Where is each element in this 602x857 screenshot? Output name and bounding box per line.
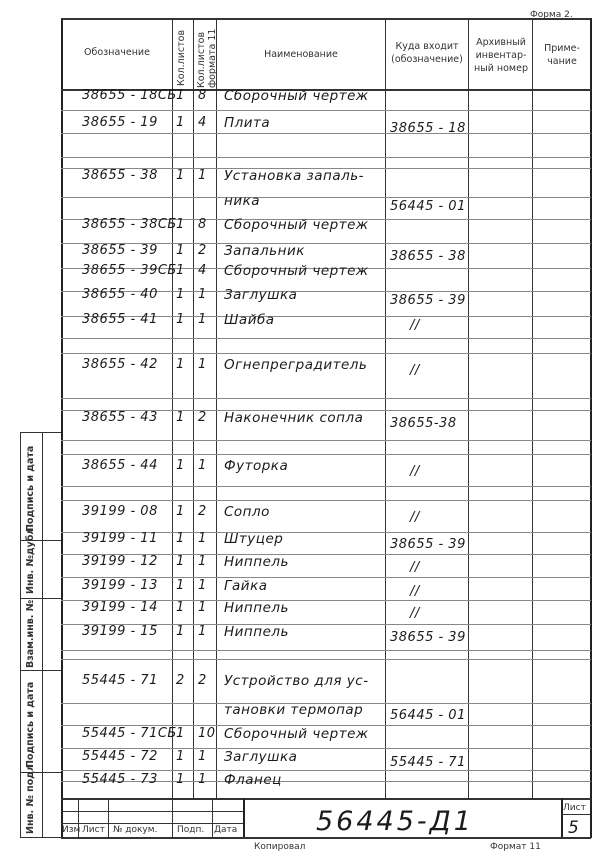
row-divider (61, 500, 591, 501)
row-where-used: 38655 - 39 (390, 537, 466, 552)
row-where-used: 38655 - 38 (390, 249, 466, 264)
row-format-sheets: 8 (198, 217, 207, 232)
row-designation: 38655 - 38СБ (82, 217, 177, 232)
row-divider (61, 486, 591, 487)
row-divider (61, 398, 591, 399)
tb-izm: Изм (62, 825, 81, 835)
row-name: Плита (224, 115, 271, 131)
row-where-used: // (410, 318, 420, 333)
header-format-sheet-count: Кол.листов формата 11 (196, 28, 218, 88)
row-format-sheets: 1 (198, 458, 207, 473)
row-name: Наконечник сопла (224, 410, 364, 426)
row-where-used: 56445 - 01 (390, 708, 466, 723)
row-designation: 39199 - 08 (82, 504, 158, 519)
row-format-sheets: 1 (198, 531, 207, 546)
col-divider-3 (216, 18, 217, 798)
col-divider-4 (385, 18, 386, 798)
side-col-mid (42, 432, 43, 837)
row-sheets: 1 (176, 410, 185, 425)
header-name: Наименование (264, 49, 338, 60)
row-where-used: // (410, 464, 420, 479)
row-designation: 55445 - 72 (82, 749, 158, 764)
tb-sheet-label: Лист (563, 803, 586, 813)
tb-podp: Подп. (177, 825, 205, 835)
row-where-used: 38655 - 39 (390, 630, 466, 645)
side-line-1 (20, 432, 61, 433)
side-sig-date-2: Подпись и дата (25, 681, 36, 768)
side-line-6 (20, 837, 61, 838)
row-sheets: 1 (176, 554, 185, 569)
header-archive: Архивный инвентар- ный номер (474, 37, 528, 74)
row-designation: 38655 - 44 (82, 458, 158, 473)
row-name: Шайба (224, 312, 275, 328)
row-where-used: // (410, 510, 420, 525)
col-divider-6 (532, 18, 533, 798)
title-block-row-2 (61, 823, 244, 824)
side-inv-podl: Инв. № подл (25, 764, 36, 834)
row-format-sheets: 1 (198, 168, 207, 183)
row-designation: 38655 - 40 (82, 287, 158, 302)
col-divider-5 (468, 18, 469, 798)
row-format-sheets: 1 (198, 578, 207, 593)
row-divider (61, 454, 591, 455)
row-sheets: 1 (176, 168, 185, 183)
row-divider (61, 338, 591, 339)
row-format-sheets: 1 (198, 772, 207, 787)
side-vzam-inv: Взам.инв. № (25, 599, 36, 668)
frame-top (61, 18, 591, 20)
tb-designation: 56445-Д1 (316, 806, 474, 837)
row-designation: 55445 - 71 (82, 673, 158, 688)
row-divider (61, 110, 591, 111)
row-name: Ниппель (224, 554, 289, 570)
row-designation: 55445 - 73 (82, 772, 158, 787)
row-format-sheets: 2 (198, 504, 207, 519)
tb-div-2 (108, 798, 109, 837)
tb-div-3 (172, 798, 173, 837)
side-sig-date-1: Подпись и дата (25, 445, 36, 532)
row-name: Сборочный чертеж (224, 88, 369, 104)
footer-copied: Копировал (254, 842, 306, 852)
frame-left (61, 18, 63, 838)
form-label: Форма 2. (530, 10, 573, 20)
row-name: Сборочный чертеж (224, 217, 369, 233)
row-sheets: 1 (176, 312, 185, 327)
row-name: Фланец (224, 772, 282, 788)
row-where-used: 56445 - 01 (390, 199, 466, 214)
row-name: Сборочный чертеж (224, 263, 369, 279)
row-format-sheets: 2 (198, 410, 207, 425)
row-sheets: 1 (176, 749, 185, 764)
title-block-top (61, 798, 591, 800)
row-divider (61, 659, 591, 660)
row-designation: 39199 - 11 (82, 531, 158, 546)
row-name: Заглушка (224, 749, 298, 765)
row-sheets: 1 (176, 600, 185, 615)
row-name: Ниппель (224, 624, 289, 640)
row-sheets: 1 (176, 458, 185, 473)
row-sheets: 1 (176, 115, 185, 130)
row-name: Футорка (224, 458, 289, 474)
row-format-sheets: 1 (198, 749, 207, 764)
row-where-used: 38655 - 39 (390, 293, 466, 308)
row-format-sheets: 1 (198, 357, 207, 372)
row-divider (61, 197, 591, 198)
row-sheets: 2 (176, 673, 185, 688)
header-note: Приме- чание (544, 43, 580, 67)
header-where-used: Куда входит (обозначение) (391, 41, 463, 65)
row-designation: 38655 - 42 (82, 357, 158, 372)
row-divider (61, 353, 591, 354)
side-line-3 (20, 598, 61, 599)
row-name: Штуцер (224, 531, 284, 547)
row-divider (61, 133, 591, 134)
row-format-sheets: 4 (198, 115, 207, 130)
tb-div-5 (243, 798, 245, 837)
row-name: Огнепреградитель (224, 357, 368, 373)
row-sheets: 1 (176, 578, 185, 593)
col-divider-1 (172, 18, 173, 798)
row-sheets: 1 (176, 624, 185, 639)
row-sheets: 1 (176, 357, 185, 372)
row-name: Запальник (224, 243, 305, 259)
row-name: Гайка (224, 578, 268, 594)
frame-right (590, 18, 592, 838)
side-line-4 (20, 670, 61, 671)
row-designation: 38655 - 39 (82, 243, 158, 258)
row-format-sheets: 2 (198, 673, 207, 688)
row-sheets: 1 (176, 88, 185, 103)
row-designation: 39199 - 12 (82, 554, 158, 569)
row-format-sheets: 8 (198, 88, 207, 103)
tb-data: Дата (214, 825, 238, 835)
row-name: Установка запаль- (224, 168, 365, 184)
row-format-sheets: 1 (198, 312, 207, 327)
row-designation: 39199 - 15 (82, 624, 158, 639)
row-name: тановки термопар (224, 702, 364, 718)
row-sheets: 1 (176, 287, 185, 302)
title-block-row-1 (61, 811, 244, 812)
frame-bottom (61, 837, 591, 839)
row-name: Ниппель (224, 600, 289, 616)
row-sheets: 1 (176, 217, 185, 232)
row-where-used: // (410, 560, 420, 575)
row-name: Устройство для ус- (224, 673, 369, 689)
row-format-sheets: 10 (198, 726, 216, 741)
row-designation: 39199 - 13 (82, 578, 158, 593)
row-divider (61, 157, 591, 158)
row-designation: 38655 - 39СБ (82, 263, 177, 278)
row-format-sheets: 2 (198, 243, 207, 258)
row-designation: 38655 - 18СБ (82, 88, 177, 103)
row-designation: 55445 - 71СБ (82, 726, 177, 741)
tb-list: Лист (82, 825, 105, 835)
row-name: Сборочный чертеж (224, 726, 369, 742)
header-designation: Обозначение (84, 47, 150, 58)
row-designation: 38655 - 41 (82, 312, 158, 327)
row-where-used: 38655-38 (390, 416, 457, 431)
row-designation: 38655 - 43 (82, 410, 158, 425)
row-name: Сопло (224, 504, 270, 520)
row-sheets: 1 (176, 243, 185, 258)
row-designation: 38655 - 38 (82, 168, 158, 183)
tb-div-4 (212, 798, 213, 837)
footer-format: Формат 11 (490, 842, 541, 852)
row-sheets: 1 (176, 531, 185, 546)
row-sheets: 1 (176, 772, 185, 787)
row-designation: 38655 - 19 (82, 115, 158, 130)
row-format-sheets: 1 (198, 287, 207, 302)
row-format-sheets: 1 (198, 624, 207, 639)
header-sheet-count: Кол.листов (176, 29, 187, 86)
row-designation: 39199 - 14 (82, 600, 158, 615)
row-sheets: 1 (176, 726, 185, 741)
side-col-left (20, 432, 21, 837)
tb-doc-no: № докум. (113, 825, 158, 835)
row-sheets: 1 (176, 263, 185, 278)
row-sheets: 1 (176, 504, 185, 519)
row-format-sheets: 1 (198, 554, 207, 569)
row-where-used: 38655 - 18 (390, 121, 466, 136)
tb-sheet-number: 5 (568, 818, 580, 838)
row-divider (61, 440, 591, 441)
row-name: Заглушка (224, 287, 298, 303)
tb-sheet-line (561, 814, 590, 815)
row-where-used: 55445 - 71 (390, 755, 466, 770)
row-divider (61, 770, 591, 771)
side-inv-dubl: Инв. №дубл (25, 527, 36, 594)
row-format-sheets: 4 (198, 263, 207, 278)
row-where-used: // (410, 363, 420, 378)
row-where-used: // (410, 584, 420, 599)
row-divider (61, 650, 591, 651)
row-format-sheets: 1 (198, 600, 207, 615)
col-divider-2 (193, 18, 194, 798)
row-where-used: // (410, 606, 420, 621)
row-name: ника (224, 193, 261, 209)
